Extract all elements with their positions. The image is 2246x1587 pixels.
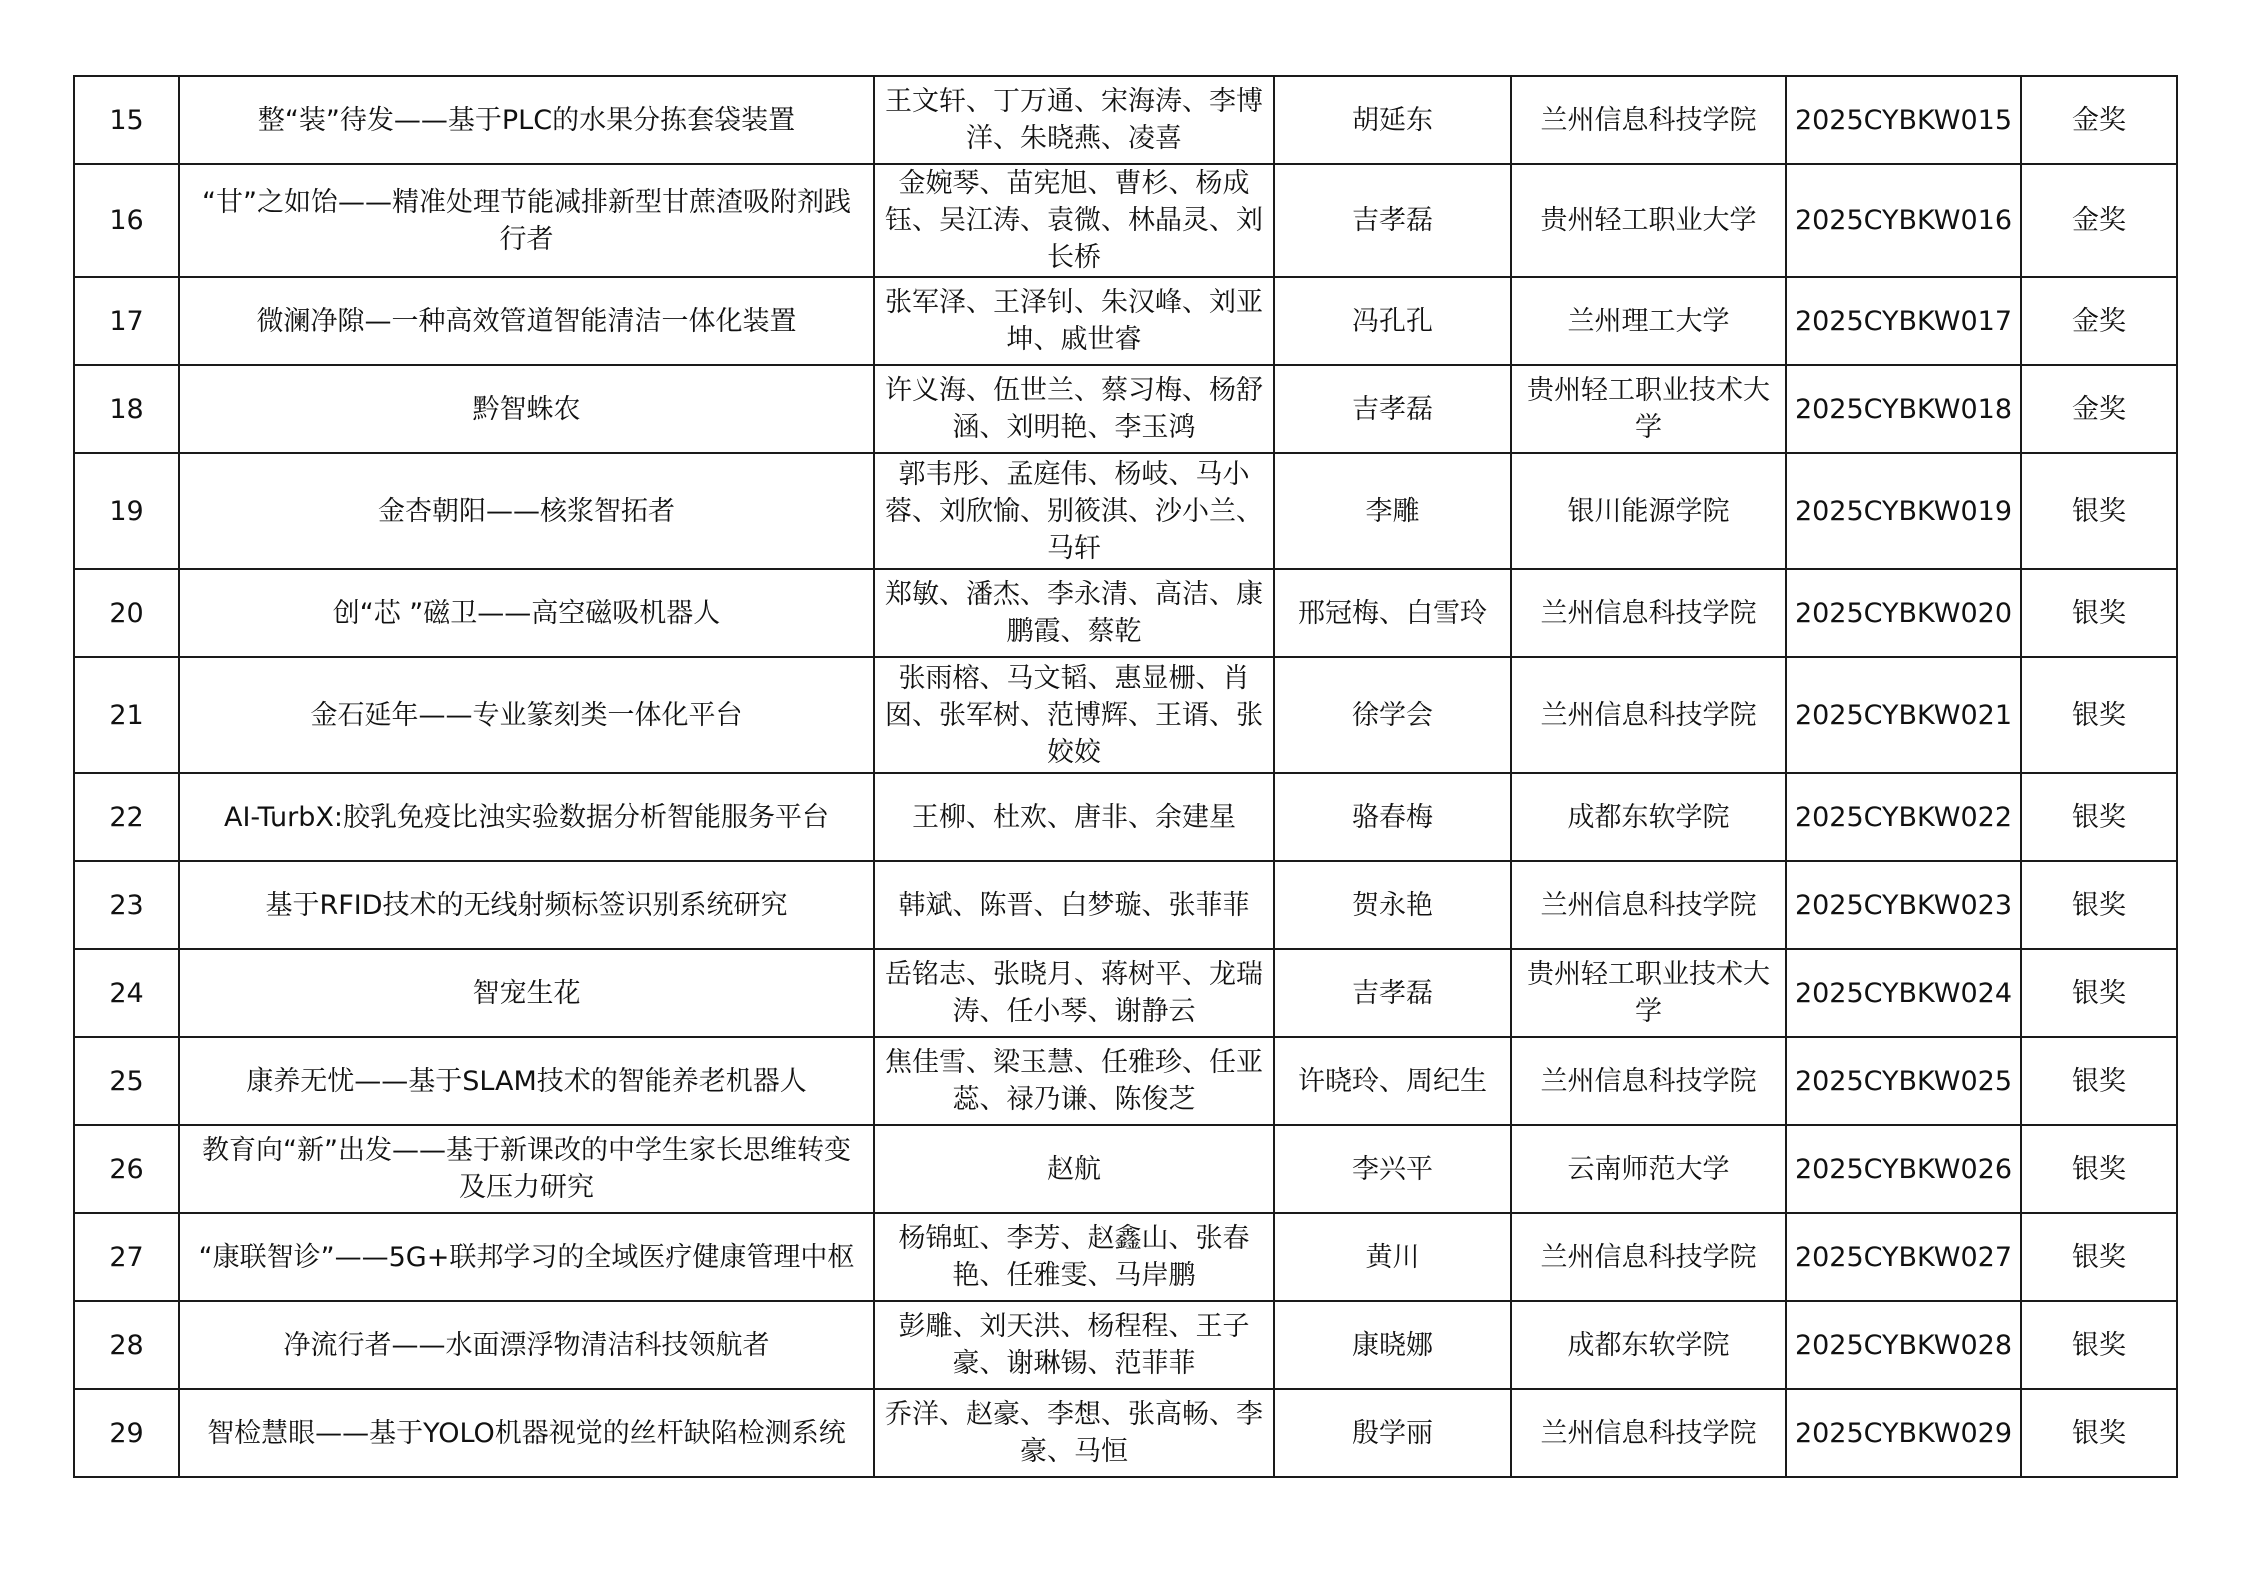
row-number-cell: 27	[74, 1213, 179, 1301]
school-cell: 云南师范大学	[1511, 1125, 1786, 1213]
row-number-cell: 25	[74, 1037, 179, 1125]
award-code-cell: 2025CYBKW029	[1786, 1389, 2021, 1477]
team-members-cell: 彭雕、刘天洪、杨程程、王子豪、谢琳锡、范菲菲	[874, 1301, 1274, 1389]
advisor-cell: 吉孝磊	[1274, 164, 1511, 277]
advisor-cell: 吉孝磊	[1274, 365, 1511, 453]
award-code-cell: 2025CYBKW020	[1786, 569, 2021, 657]
row-number-cell: 15	[74, 76, 179, 164]
award-level-cell: 金奖	[2021, 164, 2177, 277]
advisor-cell: 吉孝磊	[1274, 949, 1511, 1037]
team-members-cell: 郭韦彤、孟庭伟、杨岐、马小蓉、刘欣愉、别筱淇、沙小兰、马轩	[874, 453, 1274, 569]
award-level-cell: 金奖	[2021, 365, 2177, 453]
table-row	[74, 1389, 2177, 1477]
award-level-cell: 银奖	[2021, 453, 2177, 569]
award-level-cell: 银奖	[2021, 949, 2177, 1037]
school-cell: 兰州信息科技学院	[1511, 1389, 1786, 1477]
award-level-cell: 银奖	[2021, 1301, 2177, 1389]
school-cell: 兰州理工大学	[1511, 277, 1786, 365]
advisor-cell: 邢冠梅、白雪玲	[1274, 569, 1511, 657]
advisor-cell: 殷学丽	[1274, 1389, 1511, 1477]
award-level-cell: 银奖	[2021, 861, 2177, 949]
project-name-cell: 智宠生花	[179, 949, 874, 1037]
project-name-cell: “康联智诊”——5G+联邦学习的全域医疗健康管理中枢	[179, 1213, 874, 1301]
award-level-cell: 银奖	[2021, 773, 2177, 861]
table-row	[74, 164, 2177, 277]
award-code-cell: 2025CYBKW019	[1786, 453, 2021, 569]
school-cell: 兰州信息科技学院	[1511, 1213, 1786, 1301]
project-name-cell: 黔智蛛农	[179, 365, 874, 453]
award-code-cell: 2025CYBKW018	[1786, 365, 2021, 453]
team-members-cell: 韩斌、陈晋、白梦璇、张菲菲	[874, 861, 1274, 949]
project-name-cell: 智检慧眼——基于YOLO机器视觉的丝杆缺陷检测系统	[179, 1389, 874, 1477]
project-name-cell: 教育向“新”出发——基于新课改的中学生家长思维转变及压力研究	[179, 1125, 874, 1213]
award-code-cell: 2025CYBKW024	[1786, 949, 2021, 1037]
project-name-cell: 基于RFID技术的无线射频标签识别系统研究	[179, 861, 874, 949]
row-number-cell: 17	[74, 277, 179, 365]
advisor-cell: 贺永艳	[1274, 861, 1511, 949]
project-name-cell: AI-TurbX:胶乳免疫比浊实验数据分析智能服务平台	[179, 773, 874, 861]
school-cell: 银川能源学院	[1511, 453, 1786, 569]
team-members-cell: 杨锦虹、李芳、赵鑫山、张春艳、任雅雯、马岸鹏	[874, 1213, 1274, 1301]
row-number-cell: 18	[74, 365, 179, 453]
table-row	[74, 949, 2177, 1037]
award-code-cell: 2025CYBKW022	[1786, 773, 2021, 861]
table-row	[74, 76, 2177, 164]
advisor-cell: 许晓玲、周纪生	[1274, 1037, 1511, 1125]
row-number-cell: 29	[74, 1389, 179, 1477]
row-number-cell: 26	[74, 1125, 179, 1213]
project-name-cell: 金石延年——专业篆刻类一体化平台	[179, 657, 874, 773]
school-cell: 兰州信息科技学院	[1511, 569, 1786, 657]
row-number-cell: 21	[74, 657, 179, 773]
school-cell: 成都东软学院	[1511, 1301, 1786, 1389]
table-row	[74, 861, 2177, 949]
row-number-cell: 22	[74, 773, 179, 861]
table-row	[74, 1301, 2177, 1389]
award-code-cell: 2025CYBKW028	[1786, 1301, 2021, 1389]
team-members-cell: 张军泽、王泽钊、朱汉峰、刘亚坤、戚世睿	[874, 277, 1274, 365]
table-row	[74, 1037, 2177, 1125]
award-level-cell: 银奖	[2021, 1213, 2177, 1301]
team-members-cell: 郑敏、潘杰、李永清、高洁、康鹏霞、蔡乾	[874, 569, 1274, 657]
advisor-cell: 康晓娜	[1274, 1301, 1511, 1389]
award-table	[73, 75, 2178, 1478]
award-code-cell: 2025CYBKW026	[1786, 1125, 2021, 1213]
team-members-cell: 乔洋、赵豪、李想、张高畅、李豪、马恒	[874, 1389, 1274, 1477]
award-level-cell: 金奖	[2021, 76, 2177, 164]
award-code-cell: 2025CYBKW027	[1786, 1213, 2021, 1301]
advisor-cell: 胡延东	[1274, 76, 1511, 164]
row-number-cell: 24	[74, 949, 179, 1037]
school-cell: 贵州轻工职业大学	[1511, 164, 1786, 277]
table-body	[74, 76, 2177, 1477]
award-level-cell: 银奖	[2021, 569, 2177, 657]
advisor-cell: 黄川	[1274, 1213, 1511, 1301]
award-level-cell: 银奖	[2021, 1037, 2177, 1125]
table-row	[74, 1213, 2177, 1301]
project-name-cell: “甘”之如饴——精准处理节能减排新型甘蔗渣吸附剂践行者	[179, 164, 874, 277]
team-members-cell: 赵航	[874, 1125, 1274, 1213]
school-cell: 兰州信息科技学院	[1511, 1037, 1786, 1125]
award-level-cell: 银奖	[2021, 1125, 2177, 1213]
table-row	[74, 277, 2177, 365]
award-code-cell: 2025CYBKW015	[1786, 76, 2021, 164]
school-cell: 贵州轻工职业技术大学	[1511, 949, 1786, 1037]
project-name-cell: 净流行者——水面漂浮物清洁科技领航者	[179, 1301, 874, 1389]
row-number-cell: 23	[74, 861, 179, 949]
award-code-cell: 2025CYBKW021	[1786, 657, 2021, 773]
school-cell: 贵州轻工职业技术大学	[1511, 365, 1786, 453]
table-row	[74, 657, 2177, 773]
team-members-cell: 岳铭志、张晓月、蒋树平、龙瑞涛、任小琴、谢静云	[874, 949, 1274, 1037]
project-name-cell: 创“芯 ”磁卫——高空磁吸机器人	[179, 569, 874, 657]
project-name-cell: 金杏朝阳——核浆智拓者	[179, 453, 874, 569]
project-name-cell: 整“装”待发——基于PLC的水果分拣套袋装置	[179, 76, 874, 164]
table-row	[74, 569, 2177, 657]
table-row	[74, 453, 2177, 569]
table-row	[74, 365, 2177, 453]
project-name-cell: 微澜净隙—一种高效管道智能清洁一体化装置	[179, 277, 874, 365]
award-level-cell: 金奖	[2021, 277, 2177, 365]
school-cell: 成都东软学院	[1511, 773, 1786, 861]
advisor-cell: 李雕	[1274, 453, 1511, 569]
advisor-cell: 李兴平	[1274, 1125, 1511, 1213]
award-level-cell: 银奖	[2021, 657, 2177, 773]
row-number-cell: 20	[74, 569, 179, 657]
advisor-cell: 冯孔孔	[1274, 277, 1511, 365]
school-cell: 兰州信息科技学院	[1511, 657, 1786, 773]
row-number-cell: 28	[74, 1301, 179, 1389]
row-number-cell: 16	[74, 164, 179, 277]
project-name-cell: 康养无忧——基于SLAM技术的智能养老机器人	[179, 1037, 874, 1125]
row-number-cell: 19	[74, 453, 179, 569]
advisor-cell: 徐学会	[1274, 657, 1511, 773]
award-code-cell: 2025CYBKW017	[1786, 277, 2021, 365]
advisor-cell: 骆春梅	[1274, 773, 1511, 861]
award-code-cell: 2025CYBKW016	[1786, 164, 2021, 277]
school-cell: 兰州信息科技学院	[1511, 861, 1786, 949]
team-members-cell: 许义海、伍世兰、蔡习梅、杨舒涵、刘明艳、李玉鸿	[874, 365, 1274, 453]
award-code-cell: 2025CYBKW025	[1786, 1037, 2021, 1125]
award-code-cell: 2025CYBKW023	[1786, 861, 2021, 949]
team-members-cell: 张雨榕、马文韬、惠显栅、肖囡、张军树、范博辉、王谞、张姣姣	[874, 657, 1274, 773]
team-members-cell: 王柳、杜欢、唐非、余建星	[874, 773, 1274, 861]
school-cell: 兰州信息科技学院	[1511, 76, 1786, 164]
team-members-cell: 金婉琴、苗宪旭、曹杉、杨成钰、吴江涛、袁微、林晶灵、刘长桥	[874, 164, 1274, 277]
award-level-cell: 银奖	[2021, 1389, 2177, 1477]
team-members-cell: 焦佳雪、梁玉慧、任雅珍、任亚蕊、禄乃谦、陈俊芝	[874, 1037, 1274, 1125]
table-row	[74, 773, 2177, 861]
table-row	[74, 1125, 2177, 1213]
team-members-cell: 王文轩、丁万通、宋海涛、李博洋、朱晓燕、凌喜	[874, 76, 1274, 164]
